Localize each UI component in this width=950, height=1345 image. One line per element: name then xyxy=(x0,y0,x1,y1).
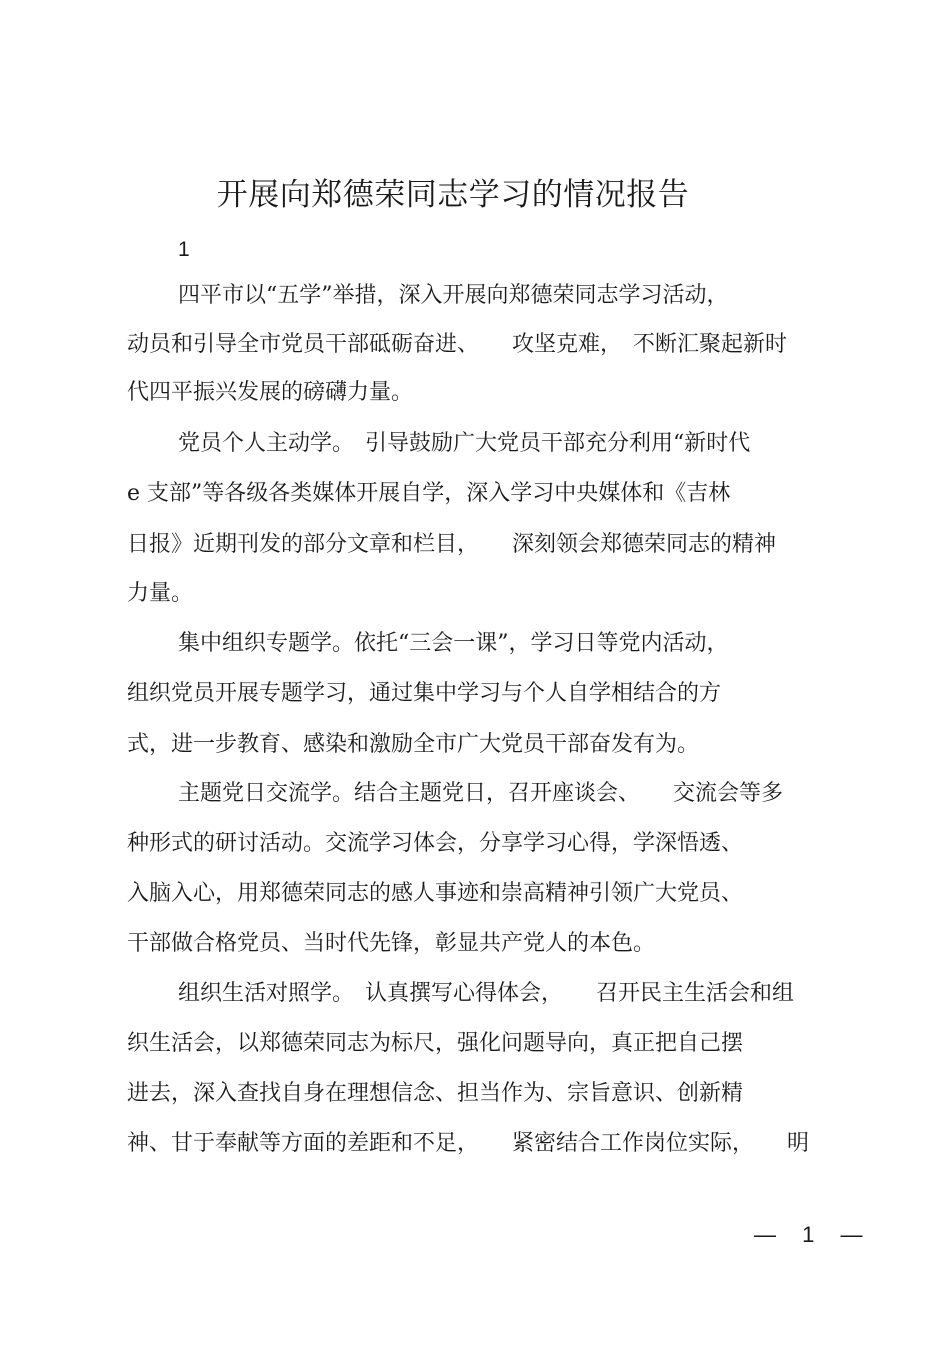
body-line: 干部做合格党员、当时代先锋，彰显共产党人的本色。 xyxy=(127,931,656,956)
body-line: 织生活会，以郑德荣同志为标尺，强化问题导向，真正把自己摆 xyxy=(127,1031,744,1056)
body-line: 组织生活对照学。 认真撰写心得体会， 召开民主生活会和组 xyxy=(178,981,795,1006)
body-line: 式，进一步教育、感染和激励全市广大党员干部奋发有为。 xyxy=(127,732,700,757)
document-title: 开展向郑德荣同志学习的情况报告 xyxy=(216,177,690,213)
body-line: 四平市以“五学”举措，深入开展向郑德荣同志学习活动， xyxy=(178,283,729,308)
body-line: 主题党日交流学。结合主题党日，召开座谈会、 交流会等多 xyxy=(178,781,784,806)
body-line: 集中组织专题学。依托“三会一课”，学习日等党内活动， xyxy=(178,631,729,656)
body-line: 代四平振兴发展的磅礴力量。 xyxy=(127,380,414,405)
page-number: — 1 — xyxy=(754,1222,873,1247)
body-line: 力量。 xyxy=(127,581,194,606)
body-line: 动员和引导全市党员干部砥砺奋进、 攻坚克难， 不断汇聚起新时 xyxy=(127,332,788,357)
body-line: 进去，深入查找自身在理想信念、担当作为、宗旨意识、创新精 xyxy=(127,1081,744,1106)
section-number: 1 xyxy=(178,238,190,261)
body-line: 入脑入心，用郑德荣同志的感人事迹和崇高精神引领广大党员、 xyxy=(127,881,744,906)
body-line: 党员个人主动学。 引导鼓励广大党员干部充分利用“新时代 xyxy=(178,431,751,456)
body-line: 组织党员开展专题学习，通过集中学习与个人自学相结合的方 xyxy=(127,681,722,706)
body-line: 种形式的研讨活动。交流学习体会，分享学习心得，学深悟透、 xyxy=(127,831,744,856)
body-line: e 支部”等各级各类媒体开展自学，深入学习中央媒体和《吉林 xyxy=(127,481,731,506)
body-line: 神、甘于奉献等方面的差距和不足， 紧密结合工作岗位实际， 明 xyxy=(127,1131,810,1156)
body-line: 日报》近期刊发的部分文章和栏目， 深刻领会郑德荣同志的精神 xyxy=(127,532,777,557)
